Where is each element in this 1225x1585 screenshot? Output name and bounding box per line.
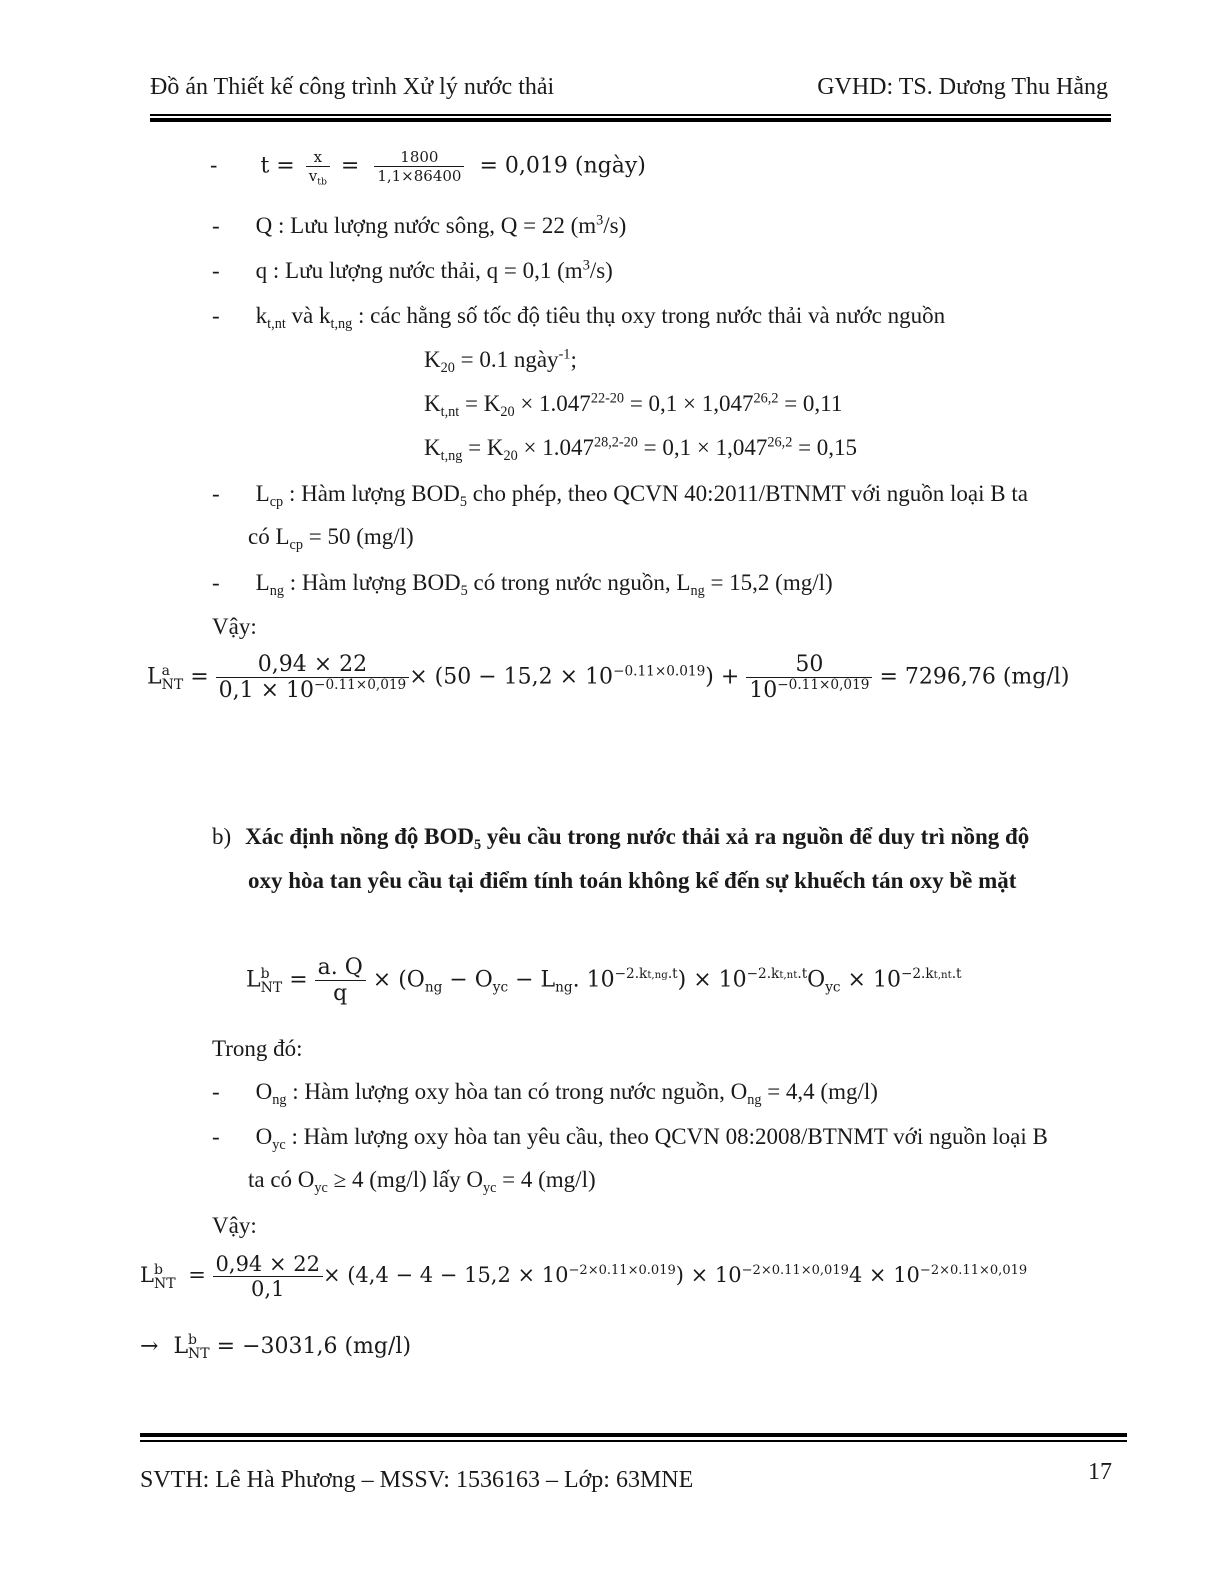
- equation-lb-numeric: L b NT = $\frac{0,94 \times 22}{0,1}$ × $(4,4 - 4 - 15,2 \times 10^{-2\times 0.11\times 0.019}) \times 10^{-2\times 0.11\times 0,019}4 \times 10^{-2\times 0.11\times 0,019}$: [140, 1252, 1028, 1301]
- header-rule-thick: [150, 118, 1111, 122]
- bullet-rate-constants: - $k_{t,nt}$ và $k_{t,ng}$ : các hằng số tốc độ tiêu thụ oxy trong nước thải và nước nguồn: [212, 303, 946, 332]
- where-label: Trong đó:: [212, 1036, 303, 1061]
- bullet-ong: - $O_{ng}$ : Hàm lượng oxy hòa tan có trong nước nguồn, $O_{ng} = 4,4$ (mg/l): [212, 1079, 878, 1108]
- header-advisor: GVHD: TS. Dương Thu Hằng: [817, 74, 1108, 100]
- conclusion-label-2: Vậy:: [212, 1213, 257, 1238]
- k20-value: $K_{20} = 0.1$ ngày$^{-1}$;: [424, 346, 577, 376]
- section-b-heading-cont: oxy hòa tan yêu cầu tại điểm tính toán không kể đến sự khuếch tán oxy bề mặt: [248, 868, 1017, 893]
- bullet-waste-flow: - q : Lưu lượng nước thải, q = 0,1 $(m^3/s)$: [212, 257, 613, 283]
- footer-rule-thick: [140, 1433, 1127, 1437]
- header-rule-thin: [150, 114, 1111, 116]
- header-title: Đồ án Thiết kế công trình Xử lý nước thải: [150, 74, 555, 100]
- footer-student-info: SVTH: Lê Hà Phương – MSSV: 1536163 – Lớp: 63MNE: [140, 1467, 694, 1493]
- bullet-lcp: - $L_{cp}$ : Hàm lượng $BOD_5$ cho phép, theo QCVN 40:2011/BTNMT với nguồn loại B ta: [212, 481, 1028, 510]
- kt-nt-value: $K_{t,nt} = K_{20} \times 1.047^{22-20} = 0,1 \times 1,047^{26,2} = 0,11$: [424, 390, 843, 420]
- bullet-river-flow: - Q : Lưu lượng nước sông, Q = 22 $(m^3/s)$: [212, 212, 627, 238]
- equation-t: - t = $\frac{x}{v_{tb}}$ = $\frac{1800}{1,1\times 86400}$ = 0,019 (ngày): [210, 148, 646, 188]
- kt-ng-value: $K_{t,ng} = K_{20} \times 1.047^{28,2-20} = 0,1 \times 1,047^{26,2} = 0,15$: [424, 434, 858, 464]
- equation-la-nt: L a NT = $\frac{0,94 \times 22}{0,1 \times 10^{-0.11\times 0,019}}$ × $(50 - 15,2 \times 10^{-0.11\times 0.019})$ + $\frac{50}{10^{-0.11\times 0,019}}$ = 7296,76 (mg/l): [147, 652, 1070, 703]
- equation-lb-formula: L b NT = $\frac{a. Q}{q}$ × ($O_{ng} - O_{yc} - L_{ng}$. $10^{-2.kt,ng.t}) \times 10^{-2.kt,nt.t}O_{yc} \times 10^{-2.kt,nt.t}$: [246, 955, 962, 1006]
- bullet-lcp-cont: có $L_{cp} = 50$ (mg/l): [248, 524, 414, 553]
- section-b-heading: b) Xác định nồng độ $BOD_5$ yêu cầu trong nước thải xả ra nguồn để duy trì nồng độ: [212, 824, 1030, 853]
- bullet-oyc: - $O_{yc}$ : Hàm lượng oxy hòa tan yêu cầu, theo QCVN 08:2008/BTNMT với nguồn loại B: [212, 1124, 1048, 1153]
- bullet-oyc-cont: ta có $O_{yc} \ge 4$ (mg/l) lấy $O_{yc} = 4$ (mg/l): [248, 1167, 596, 1196]
- footer-rule-thin: [140, 1440, 1127, 1442]
- conclusion-label-1: Vậy:: [212, 614, 257, 639]
- page-number: 17: [1088, 1459, 1112, 1485]
- equation-lb-result: → L b NT = −3031,6 (mg/l): [140, 1332, 412, 1362]
- bullet-lng: - $L_{ng}$ : Hàm lượng $BOD_5$ có trong nước nguồn, $L_{ng} = 15,2$ (mg/l): [212, 570, 833, 599]
